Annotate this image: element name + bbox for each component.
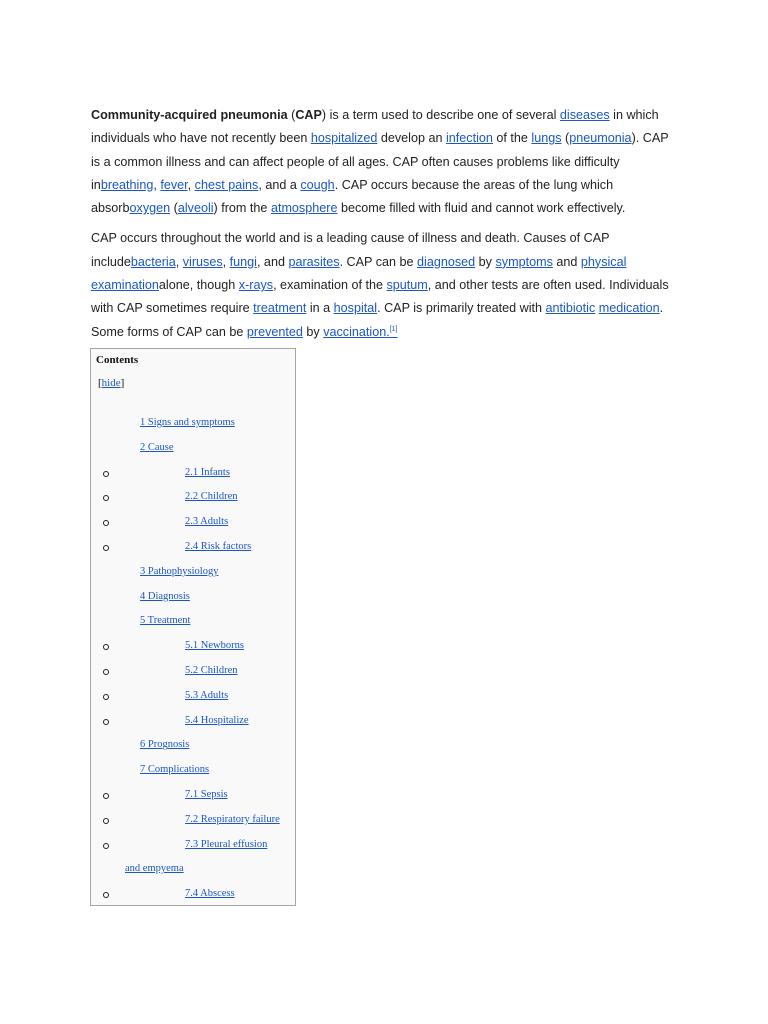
article-link[interactable]: parasites (288, 254, 340, 269)
article-link[interactable]: lungs (531, 131, 562, 146)
toc-item-continuation[interactable]: and empyema (125, 863, 184, 875)
toc-hide-toggle (98, 377, 124, 389)
article-link[interactable]: fever (160, 177, 188, 192)
toc-item[interactable]: 3 Pathophysiology (140, 565, 219, 577)
article-link[interactable]: breathing (100, 177, 154, 192)
text-run: , examination of the (273, 278, 387, 293)
article-link[interactable]: cough (300, 177, 335, 192)
article-link[interactable]: treatment (253, 301, 307, 316)
toc-item[interactable]: 4 Diagnosis (140, 590, 190, 602)
article-link[interactable]: physical examination (91, 254, 627, 293)
list-bullet (103, 793, 109, 799)
list-bullet (103, 719, 109, 725)
toc-item[interactable]: 1 Signs and symptoms (140, 417, 235, 428)
article-link[interactable]: sputum (386, 278, 428, 293)
toc-hide-open-bracket: [ (98, 377, 102, 389)
text-run: and (552, 254, 581, 269)
list-bullet (103, 471, 109, 477)
text-run: develop an (377, 131, 446, 146)
bold-term: CAP (295, 108, 322, 122)
article-link[interactable]: prevented (246, 324, 303, 339)
list-bullet (103, 818, 109, 824)
text-run: , and a (258, 177, 301, 192)
toc-item[interactable]: 5.1 Newborns (185, 640, 244, 652)
toc-title: Contents (96, 354, 139, 366)
text-run: ) is a term used to describe one of several (321, 108, 560, 122)
text-run: , (187, 177, 195, 192)
text-run: . Some forms of CAP can be (91, 301, 664, 339)
article-link[interactable]: atmosphere (270, 201, 338, 216)
table-of-contents (90, 348, 296, 906)
citation-superscript: [1] (389, 325, 398, 333)
text-run: , (175, 254, 183, 269)
toc-hide-link[interactable]: hide (101, 377, 121, 389)
list-bullet (103, 545, 109, 551)
toc-item[interactable]: 7 Complications (140, 764, 210, 776)
toc-item[interactable]: 2.4 Risk factors (185, 541, 252, 552)
toc-item[interactable]: 2.3 Adults (185, 516, 229, 528)
article-link[interactable]: hospital (333, 301, 378, 316)
text-run: , (153, 177, 161, 192)
citation-link[interactable] (390, 325, 398, 339)
text-run: ( (170, 201, 178, 216)
article-link[interactable]: fungi (229, 254, 257, 269)
intro-paragraph (91, 104, 671, 220)
text-run: . CAP is primarily treated with (377, 301, 546, 316)
article-link[interactable]: . (386, 324, 390, 339)
article-link[interactable]: infection (445, 131, 493, 146)
toc-item[interactable]: 7.4 Abscess (185, 888, 235, 900)
article-link[interactable]: diagnosed (417, 254, 476, 269)
toc-item[interactable]: 5 Treatment (140, 615, 191, 627)
text-run: ). CAP is a common illness and can affect people of all ages. CAP often causes problems like difficulty in (91, 131, 669, 192)
text-run: in which individuals who have not recently been (91, 108, 659, 146)
text-run: by (475, 254, 496, 269)
article-link[interactable]: viruses (182, 254, 223, 269)
list-bullet (103, 843, 109, 849)
list-bullet (103, 644, 109, 650)
list-bullet (103, 520, 109, 526)
text-run: ( (287, 108, 296, 122)
article-link[interactable]: chest pains (194, 177, 259, 192)
toc-item[interactable]: 5.3 Adults (185, 689, 229, 701)
toc-hide-close-bracket: ] (120, 377, 125, 389)
article-link[interactable]: oxygen (129, 201, 171, 216)
article-link[interactable]: pneumonia (569, 131, 632, 146)
bold-term: Community-acquired pneumonia (91, 108, 288, 122)
article-link[interactable]: hospitalized (310, 131, 378, 146)
toc-item[interactable]: 7.2 Respiratory failure (185, 813, 280, 825)
toc-item[interactable]: 2.1 Infants (185, 466, 230, 478)
list-bullet (103, 694, 109, 700)
causes-paragraph (91, 227, 671, 343)
article-link[interactable]: medication (598, 301, 660, 316)
text-run: CAP occurs throughout the world and is a leading cause of illness and death. Causes of CAP include (91, 231, 610, 269)
list-bullet (103, 495, 109, 501)
article-link[interactable]: vaccination (323, 324, 387, 339)
toc-item[interactable]: 7.1 Sepsis (185, 789, 228, 800)
toc-item[interactable]: 2.2 Children (185, 491, 238, 503)
article-link[interactable]: bacteria (130, 254, 176, 269)
toc-item[interactable]: 6 Prognosis (140, 739, 190, 751)
text-run: . CAP occurs because the areas of the lung which absorb (91, 177, 614, 216)
text-run: . CAP can be (339, 254, 418, 269)
text-run: ( (561, 131, 570, 146)
text-run: , and other tests are often used. Individuals with CAP sometimes require (91, 278, 669, 316)
text-run: , and (256, 254, 289, 269)
article-link[interactable]: x-rays (238, 278, 274, 293)
text-run: become filled with fluid and cannot work effectively. (337, 201, 626, 216)
toc-item[interactable]: 7.3 Pleural effusion (185, 838, 268, 850)
text-run: in a (306, 301, 334, 316)
article-link[interactable]: symptoms (495, 254, 553, 269)
article-link[interactable]: alveoli (177, 201, 214, 216)
toc-item[interactable]: 5.2 Children (185, 665, 238, 676)
toc-item[interactable]: 5.4 Hospitalize (185, 714, 249, 726)
article-link[interactable]: diseases (559, 108, 610, 122)
text-run: ) from the (213, 201, 271, 216)
text-run: of the (492, 131, 532, 146)
text-run: by (302, 324, 324, 339)
article-link[interactable]: antibiotic (545, 301, 596, 316)
list-bullet (103, 892, 109, 898)
list-bullet (103, 669, 109, 675)
toc-item[interactable]: 2 Cause (140, 441, 174, 453)
text-run: , (222, 254, 230, 269)
article-body (91, 104, 671, 344)
text-run: alone, though (158, 278, 239, 293)
